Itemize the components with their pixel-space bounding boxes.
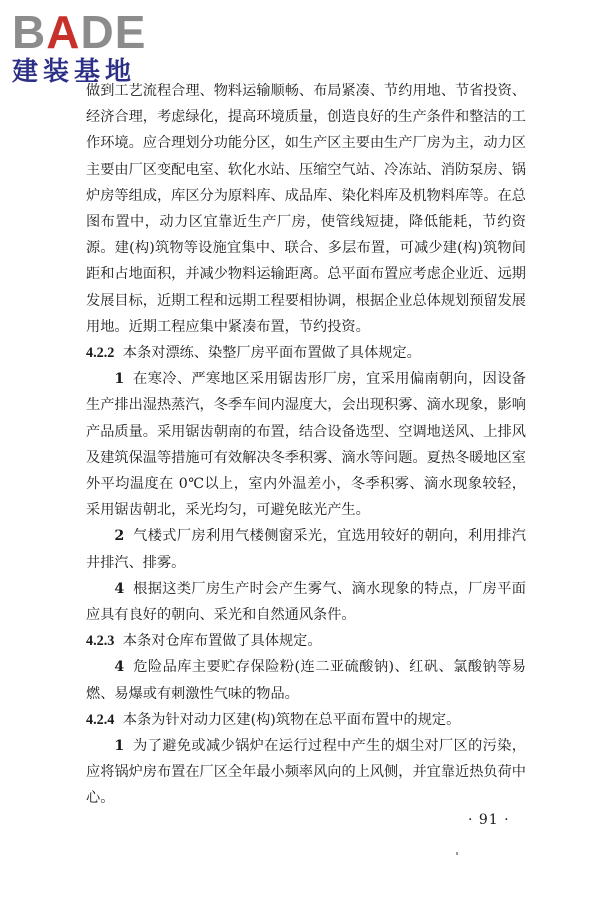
item-number: 1 <box>114 371 125 388</box>
item-text: 为了避免或减少锅炉在运行过程中产生的烟尘对厂区的污染，应将锅炉房布置在厂区全年最小频率风向的上风侧，并宜靠近热负荷中心。 <box>86 738 526 807</box>
scan-speck <box>456 852 458 855</box>
clause-number: 4.2.2 <box>86 345 115 362</box>
logo-letters-de: DE <box>80 6 147 58</box>
logo-letter-a: A <box>46 6 81 58</box>
page-number: · 91 · <box>468 812 510 828</box>
item-text: 气楼式厂房利用气楼侧窗采光，宜选用较好的朝向，利用排汽井排汽、排雾。 <box>86 528 526 571</box>
logo-subtitle: 建装基地 <box>12 57 137 87</box>
item-4-2-2-1 <box>86 366 526 523</box>
logo-letter-b: B <box>12 6 47 58</box>
item-4-2-4-1 <box>86 733 526 812</box>
clause-text: 本条对仓库布置做了具体规定。 <box>122 633 322 650</box>
clause-4-2-3 <box>86 628 526 654</box>
item-number: 4 <box>114 580 125 597</box>
item-text: 根据这类厂房生产时会产生雾气、滴水现象的特点，厂房平面应具有良好的朝向、采光和自然通风条件。 <box>86 580 526 624</box>
clause-4-2-2 <box>86 340 526 366</box>
item-4-2-2-4 <box>86 576 526 628</box>
item-4-2-2-2 <box>86 523 526 575</box>
clause-number: 4.2.4 <box>86 711 115 728</box>
item-text: 危险品库主要贮存保险粉(连二亚硫酸钠)、红矾、氯酸钠等易燃、易爆或有刺激性气味的物品。 <box>86 659 526 702</box>
clause-number: 4.2.3 <box>86 633 115 650</box>
clause-text: 本条为针对动力区建(构)筑物在总平面布置中的规定。 <box>122 711 461 728</box>
item-text: 在寒冷、严寒地区采用锯齿形厂房，宜采用偏南朝向，因设备生产排出湿热蒸汽，冬季车间内湿度大，会出现积雾、滴水现象，影响产品质量。采用锯齿朝南的布置，结合设备选型、空调地送风、上排风及建筑保温等措施可有效解决冬季积雾、滴水等问题。夏热冬暖地区室外平均温度在 0℃以上，室内外温差小，冬季积雾、滴水现象较轻，采用锯齿朝北，采光均匀，可避免眩光产生。 <box>86 371 526 519</box>
clause-text: 本条对漂练、染整厂房平面布置做了具体规定。 <box>122 345 421 362</box>
item-number: 4 <box>114 659 125 676</box>
document-body <box>86 78 526 812</box>
paragraph-continued <box>86 78 526 340</box>
item-number: 1 <box>114 738 125 755</box>
clause-4-2-4 <box>86 707 526 733</box>
item-4-2-3-4 <box>86 654 526 706</box>
item-number: 2 <box>114 528 125 545</box>
bade-logo <box>12 8 182 86</box>
logo-wordmark <box>12 8 182 56</box>
paragraph-text: 做到工艺流程合理、物料运输顺畅、布局紧凑、节约用地、节省投资、经济合理，考虑绿化，提高环境质量，创造良好的生产条件和整洁的工作环境。应合理划分功能分区，如生产区主要由生产厂房为主，动力区主要由厂区变配电室、软化水站、压缩空气站、冷冻站、消防泵房、锅炉房等组成，库区分为原料库、成品库、染化料库及机物料库等。在总图布置中，动力区宜靠近生产厂房，使管线短捷，降低能耗，节约资源。建(构)筑物等设施宜集中、联合、多层布置，可减少建(构)筑物间距和占地面积，并减少物料运输距离。总平面布置应考虑企业近、远期发展目标，近期工程和远期工程要相协调，根据企业总体规划预留发展用地。近期工程应集中紧凑布置，节约投资。 <box>86 83 526 335</box>
